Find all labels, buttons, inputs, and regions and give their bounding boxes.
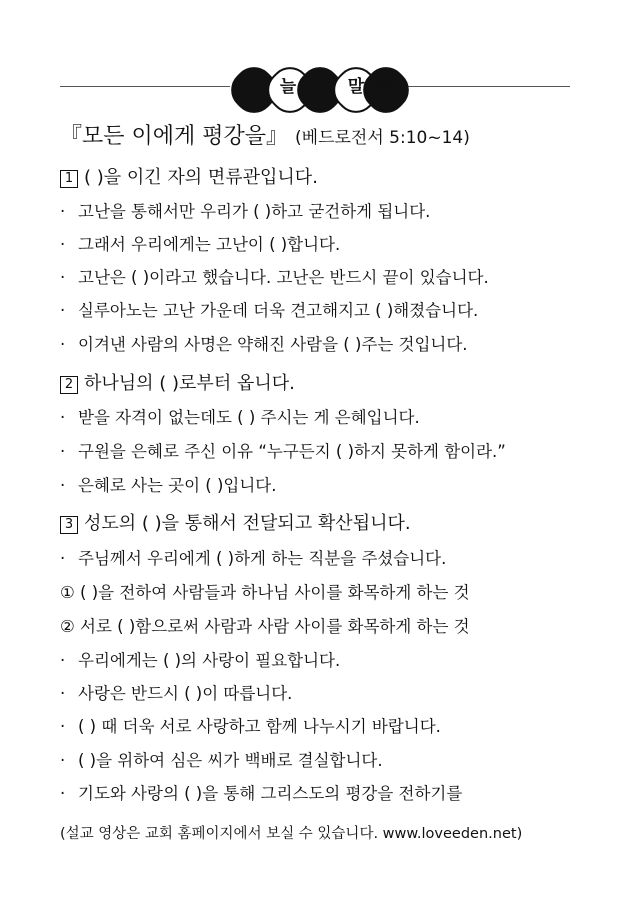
section-heading-text: 성도의 ( )을 통해서 전달되고 확산됩니다.	[84, 513, 411, 534]
list-item	[60, 782, 462, 806]
bullet: ·	[60, 784, 66, 803]
section-heading	[60, 166, 318, 190]
list-item	[60, 682, 292, 706]
bullet: ·	[60, 751, 66, 770]
bullet: ·	[60, 408, 66, 427]
list-item-text: ( ) 때 더욱 서로 사랑하고 함께 나누시기 바랍니다.	[78, 717, 441, 736]
sermon-title-main: 『모든 이에게 평강을』	[60, 124, 289, 149]
bullet: ·	[60, 235, 66, 254]
list-item-text: 기도와 사랑의 ( )을 통해 그리스도의 평강을 전하기를	[78, 784, 463, 803]
list-item-text: 그래서 우리에게는 고난이 ( )합니다.	[78, 235, 341, 254]
list-item-text: 실루아노는 고난 가운데 더욱 견고해지고 ( )해졌습니다.	[78, 301, 479, 320]
section-heading	[60, 372, 295, 396]
list-item-text: 받을 자격이 없는데도 ( ) 주시는 게 은혜입니다.	[78, 408, 420, 427]
list-item-text: 은혜로 사는 곳이 ( )입니다.	[78, 476, 277, 495]
list-item	[60, 333, 468, 357]
list-item	[60, 615, 470, 639]
list-item	[60, 440, 506, 464]
list-item	[60, 200, 430, 224]
section-heading	[60, 512, 411, 536]
bullet: ·	[60, 717, 66, 736]
section-number-box: 1	[60, 170, 78, 188]
scripture-reference: (베드로전서 5:10~14)	[295, 128, 470, 148]
header-char: 의	[309, 77, 327, 97]
bullet: ·	[60, 335, 66, 354]
list-item	[60, 581, 470, 605]
bullet: ·	[60, 301, 66, 320]
header-rule-left	[60, 86, 230, 87]
bullet: ·	[60, 268, 66, 287]
list-item	[60, 547, 446, 571]
list-item	[60, 749, 383, 773]
list-item-text: ① ( )을 전하여 사람들과 하나님 사이를 화목하게 하는 것	[60, 583, 470, 602]
bullet: ·	[60, 476, 66, 495]
header-banner	[0, 0, 636, 120]
list-item	[60, 406, 420, 430]
bullet: ·	[60, 651, 66, 670]
list-item-text: ( )을 위하여 심은 씨가 백배로 결실합니다.	[78, 751, 383, 770]
bullet: ·	[60, 684, 66, 703]
list-item-text: 고난을 통해서만 우리가 ( )하고 굳건하게 됩니다.	[78, 202, 431, 221]
sermon-title	[60, 122, 470, 153]
header-char: 말	[347, 77, 365, 97]
list-item	[60, 649, 340, 673]
list-item	[60, 715, 441, 739]
section-heading-text: 하나님의 ( )로부터 옵니다.	[84, 373, 295, 394]
header-char: 씀	[377, 77, 395, 97]
list-item-text: 사랑은 반드시 ( )이 따릅니다.	[78, 684, 293, 703]
list-item	[60, 474, 277, 498]
list-item-text: 고난은 ( )이라고 했습니다. 고난은 반드시 끝이 있습니다.	[78, 268, 489, 287]
section-heading-text: ( )을 이긴 자의 면류관입니다.	[84, 167, 318, 188]
list-item-text: 구원을 은혜로 주신 이유 “누구든지 ( )하지 못하게 함이라.”	[78, 442, 506, 461]
section-number-box: 3	[60, 516, 78, 534]
bullet: ·	[60, 442, 66, 461]
header-rule-right	[400, 86, 570, 87]
list-item	[60, 266, 489, 290]
header-char: 늘	[279, 77, 297, 97]
list-item-text: 이겨낸 사람의 사명은 약해진 사람을 ( )주는 것입니다.	[78, 335, 468, 354]
section-number-box: 2	[60, 376, 78, 394]
header-char: 오	[245, 77, 263, 97]
footer-note: (설교 영상은 교회 홈페이지에서 보실 수 있습니다. www.loveeden.net)	[60, 826, 523, 842]
list-item-text: ② 서로 ( )함으로써 사람과 사람 사이를 화목하게 하는 것	[60, 617, 470, 636]
list-item	[60, 233, 340, 257]
bullet: ·	[60, 202, 66, 221]
list-item-text: 우리에게는 ( )의 사랑이 필요합니다.	[78, 651, 341, 670]
list-item-text: 주님께서 우리에게 ( )하게 하는 직분을 주셨습니다.	[78, 549, 447, 568]
list-item	[60, 299, 478, 323]
bullet: ·	[60, 549, 66, 568]
